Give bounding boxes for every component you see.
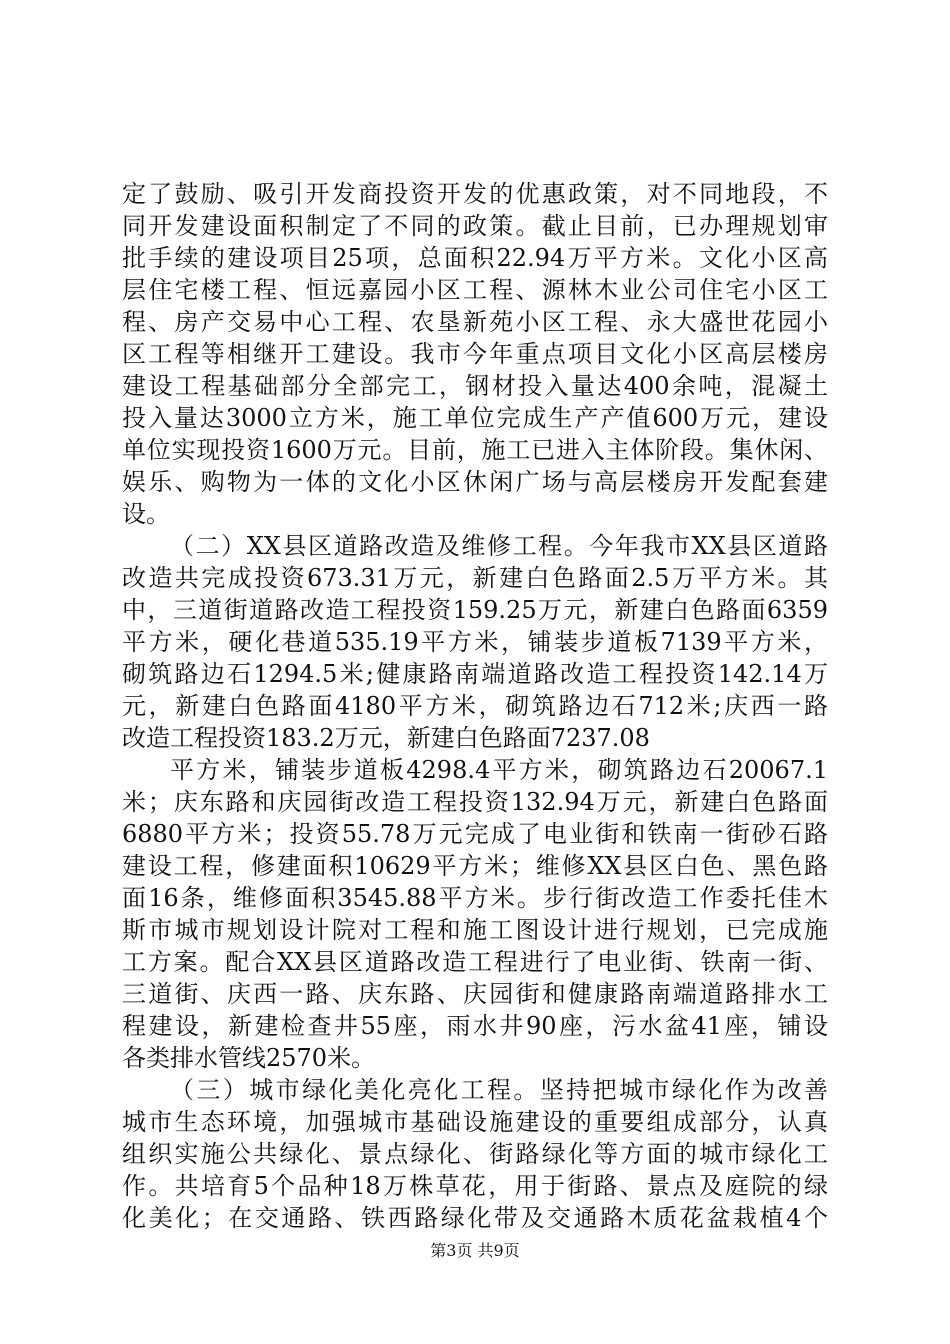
paragraph-heading-2: （二）XX县区道路改造及维修工程。今年我市XX县区道路 (170, 532, 828, 560)
text-line: 程建设，新建检查井55座，雨水井90座，污水盆41座，铺设 (122, 1012, 828, 1040)
page-number-footer: 第3页 共9页 (430, 1241, 520, 1260)
text-line: 斯市城市规划设计院对工程和施工图设计进行规划，已完成施 (122, 916, 828, 944)
text-line: 三道街、庆西一路、庆东路、庆园街和健康路南端道路排水工 (122, 980, 828, 1008)
text-line: 投入量达3000立方米，施工单位完成生产产值600万元，建设 (122, 404, 828, 432)
text-line: 中，三道街道路改造工程投资159.25万元，新建白色路面6359 (122, 596, 828, 624)
text-line: 组织实施公共绿化、景点绿化、街路绿化等方面的城市绿化工 (122, 1140, 828, 1168)
text-line: 层住宅楼工程、恒远嘉园小区工程、源林木业公司住宅小区工 (122, 276, 828, 304)
text-line: 定了鼓励、吸引开发商投资开发的优惠政策，对不同地段，不 (122, 180, 828, 208)
text-line: 面16条，维修面积3545.88平方米。步行街改造工作委托佳木 (122, 884, 828, 912)
text-line: 平方米，硬化巷道535.19平方米，铺装步道板7139平方米， (122, 628, 828, 656)
text-line: 工方案。配合XX县区道路改造工程进行了电业街、铁南一街、 (122, 948, 828, 976)
text-line: 改造工程投资183.2万元，新建白色路面7237.08 (122, 724, 650, 752)
text-line: 同开发建设面积制定了不同的政策。截止目前，已办理规划审 (122, 212, 828, 240)
text-line: 设。 (122, 500, 170, 528)
text-line: 各类排水管线2570米。 (122, 1044, 376, 1072)
text-line: 作。共培育5个品种18万株草花，用于街路、景点及庭院的绿 (122, 1172, 828, 1200)
text-line: 程、房产交易中心工程、农垦新苑小区工程、永大盛世花园小 (122, 308, 828, 336)
text-line: 单位实现投资1600万元。目前，施工已进入主体阶段。集休闲、 (122, 436, 828, 464)
text-line: 元，新建白色路面4180平方米，砌筑路边石712米;庆西一路 (122, 692, 828, 720)
text-line: 区工程等相继开工建设。我市今年重点项目文化小区高层楼房 (122, 340, 828, 368)
text-line: 砌筑路边石1294.5米;健康路南端道路改造工程投资142.14万 (122, 660, 828, 688)
text-line: 化美化；在交通路、铁西路绿化带及交通路木质花盆栽植4个 (122, 1204, 828, 1232)
paragraph-heading-3: （三）城市绿化美化亮化工程。坚持把城市绿化作为改善 (170, 1076, 828, 1104)
text-line: 米；庆东路和庆园街改造工程投资132.94万元，新建白色路面 (122, 788, 828, 816)
text-line: 6880平方米；投资55.78万元完成了电业街和铁南一街砂石路 (122, 820, 828, 848)
text-line: 批手续的建设项目25项，总面积22.94万平方米。文化小区高 (122, 244, 828, 272)
text-line: 建设工程，修建面积10629平方米；维修XX县区白色、黑色路 (122, 852, 828, 880)
text-line: 平方米，铺装步道板4298.4平方米，砌筑路边石20067.1 (170, 756, 828, 784)
text-line: 改造共完成投资673.31万元，新建白色路面2.5万平方米。其 (122, 564, 828, 592)
text-line: 城市生态环境，加强城市基础设施建设的重要组成部分，认真 (122, 1108, 828, 1136)
text-line: 建设工程基础部分全部完工，钢材投入量达400余吨，混凝土 (122, 372, 828, 400)
text-line: 娱乐、购物为一体的文化小区休闲广场与高层楼房开发配套建 (122, 468, 828, 496)
